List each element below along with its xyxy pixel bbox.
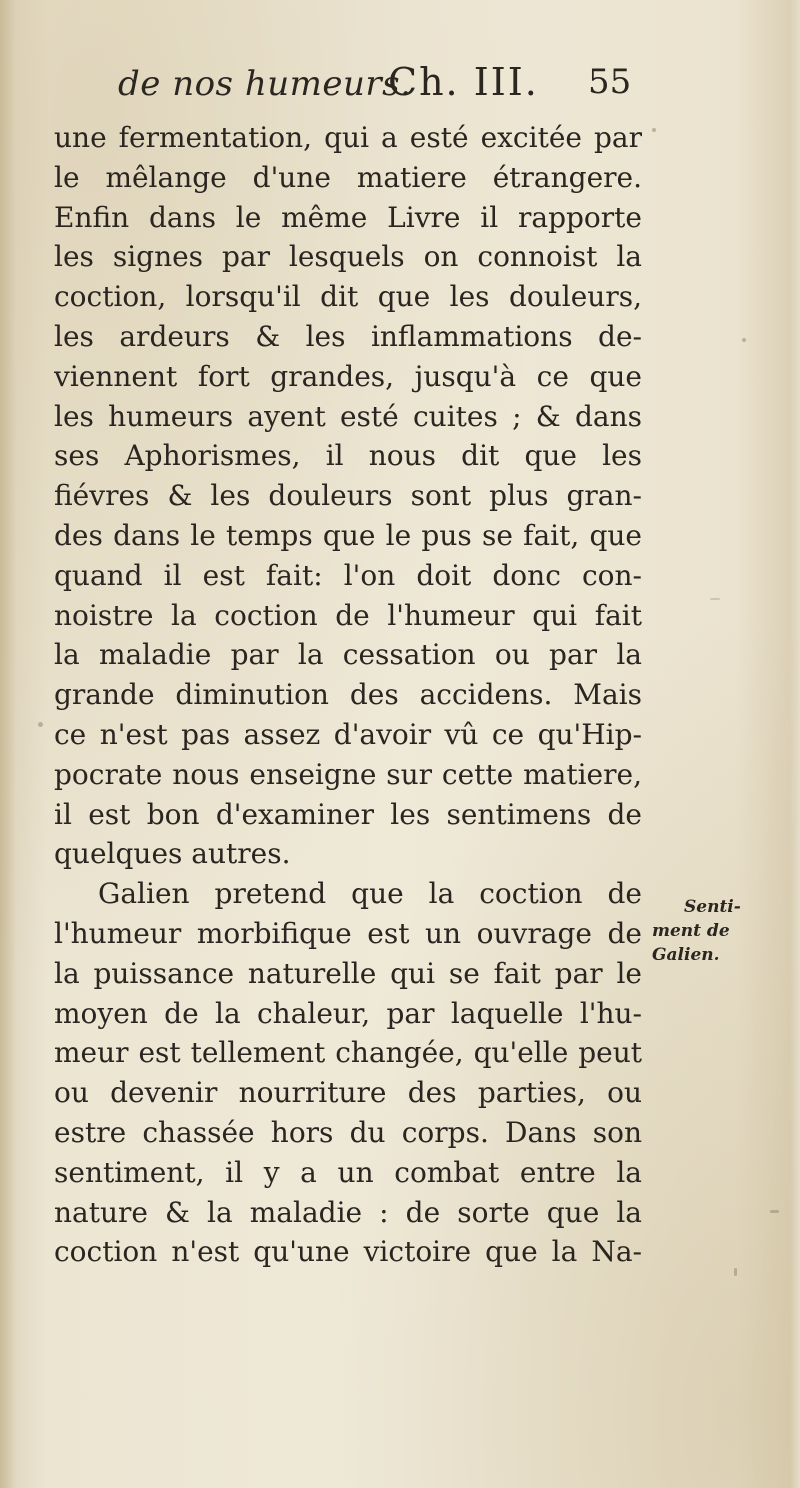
text-line: il est bon d'examiner les sentimens de [54,797,642,831]
text-line: nature & la maladie : de sorte que la [54,1195,642,1229]
text-line: quelques autres. [54,837,291,871]
text-line: coction, lorsqu'il dit que les douleurs, [54,280,642,314]
marginal-note [652,895,772,967]
text-line: la puissance naturelle qui se fait par le [54,956,642,990]
text-line: Enfin dans le même Livre il rapporte [54,200,642,234]
body-text [54,118,642,1272]
marginal-note-line: Galien. [652,945,720,965]
text-line: grande diminution des accidens. Mais [54,678,642,712]
running-head: de nos humeurs. [118,64,412,104]
page-header [118,58,638,116]
text-line: ou devenir nourriture des parties, ou [54,1076,642,1110]
text-line: les humeurs ayent esté cuites ; & dans [54,399,642,433]
paper-speck [742,338,746,342]
text-line: le mêlange d'une matiere étrangere. [54,160,642,194]
paper-speck [734,1268,737,1276]
text-line: estre chassée hors du corps. Dans son [54,1115,642,1149]
marginal-note-line: ment de [652,921,730,941]
text-line: la maladie par la cessation ou par la [54,638,642,672]
page-shadow-left [0,0,16,1488]
text-line: des dans le temps que le pus se fait, que [54,518,642,552]
text-line: une fermentation, qui a esté excitée par [54,121,642,154]
text-line: noistre la coction de l'humeur qui fait [54,598,642,632]
text-line: Galien pretend que la coction de [98,877,642,911]
text-line: quand il est fait: l'on doit donc con- [54,558,642,592]
text-line: sentiment, il y a un combat entre la [54,1155,642,1189]
text-line: ce n'est pas assez d'avoir vû ce qu'Hip- [54,717,642,751]
text-line: les ardeurs & les inflammations de- [54,319,642,353]
paper-speck [652,128,656,132]
paper-speck [770,1210,779,1213]
marginal-note-line: Senti- [684,897,741,917]
page-number: 55 [588,62,632,102]
text-line: l'humeur morbifique est un ouvrage de [54,916,642,950]
text-line: viennent fort grandes, jusqu'à ce que [54,359,642,393]
text-line: coction n'est qu'une victoire que la Na- [54,1235,642,1269]
text-line: ses Aphorismes, il nous dit que les [54,439,642,473]
text-line: meur est tellement changée, qu'elle peut [54,1036,642,1070]
text-line: les signes par lesquels on connoist la [54,240,642,274]
text-line: moyen de la chaleur, par laquelle l'hu- [54,996,642,1030]
paper-speck [38,722,43,727]
chapter-label: Ch. III. [388,60,539,104]
text-line: fiévres & les douleurs sont plus gran- [54,479,642,513]
text-line: pocrate nous enseigne sur cette matiere, [54,757,642,791]
paper-speck [710,598,720,600]
page-edge-right [790,0,800,1488]
